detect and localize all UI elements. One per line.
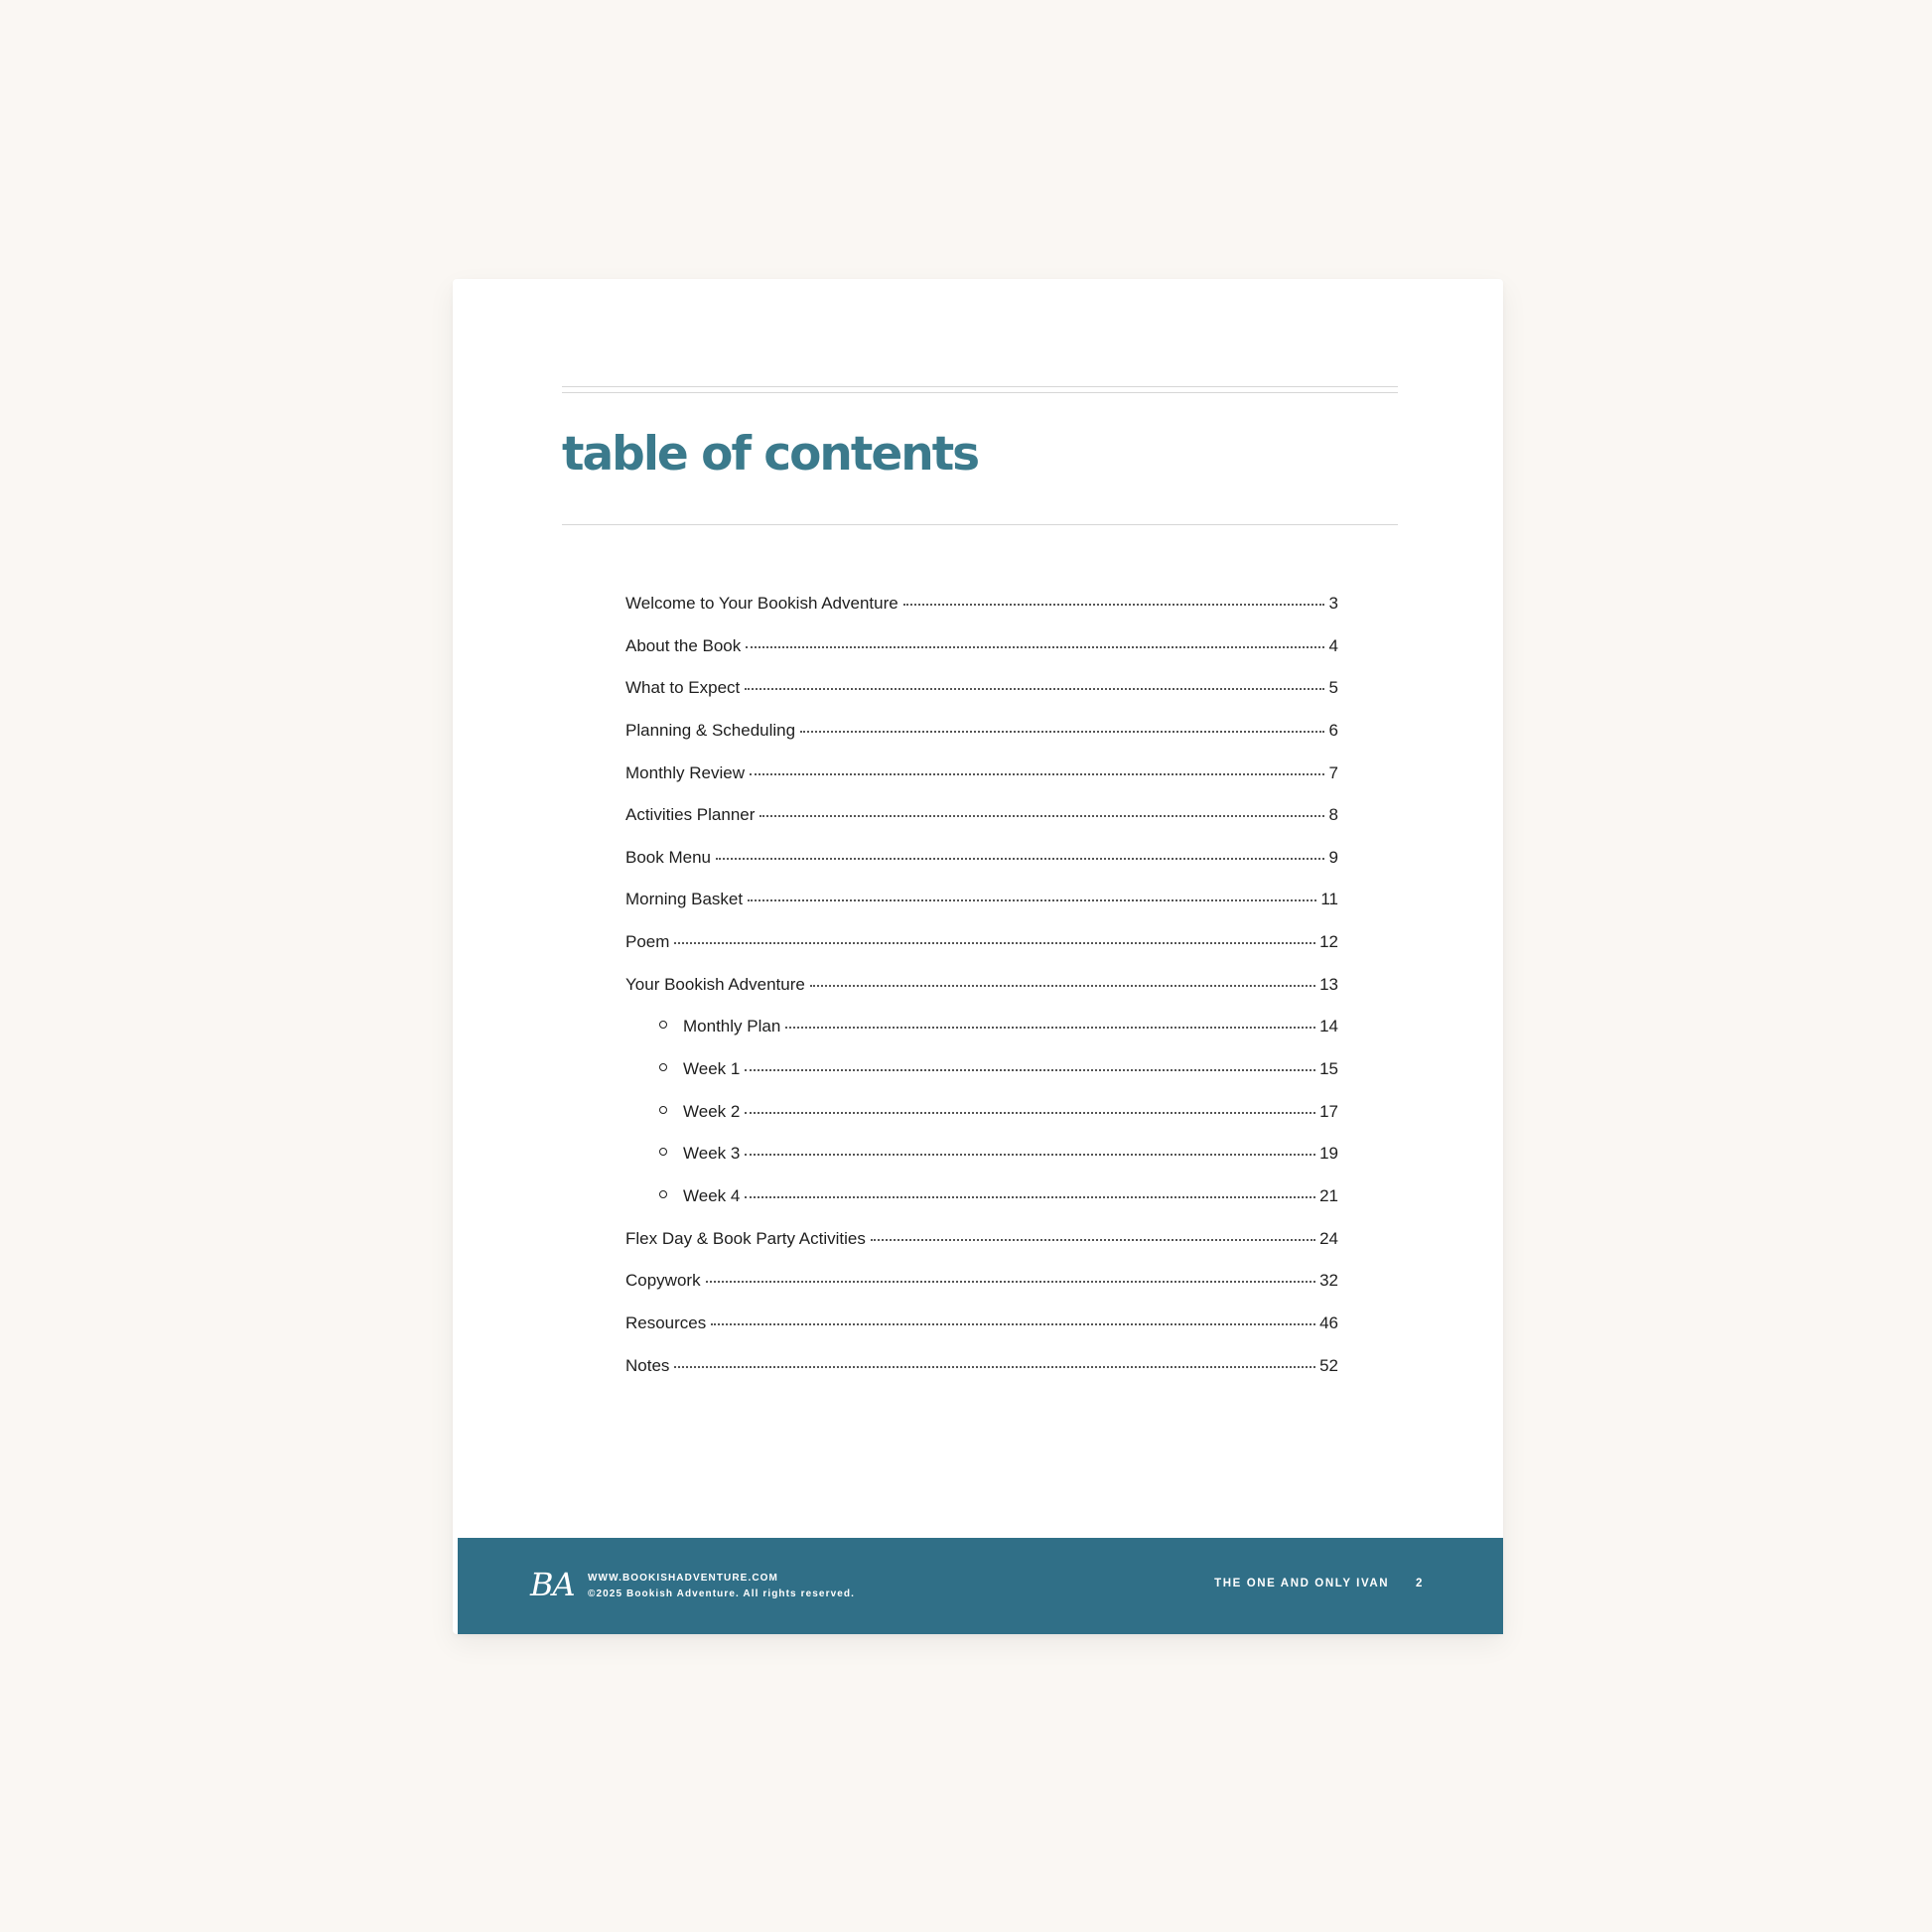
toc-entry-label: Book Menu [625, 847, 711, 867]
toc-entry-label: Copywork [625, 1271, 701, 1291]
dot-leader [711, 1323, 1315, 1325]
toc-entry[interactable] [625, 1229, 1338, 1272]
dot-leader [759, 815, 1324, 817]
dot-leader [746, 646, 1324, 648]
toc-entry[interactable] [625, 636, 1338, 679]
table-of-contents [625, 594, 1338, 1398]
dot-leader [674, 1366, 1315, 1368]
toc-entry-label: Notes [625, 1355, 670, 1375]
bullet-icon [659, 1148, 667, 1156]
page-title: table of contents [562, 427, 979, 482]
toc-entry[interactable] [625, 721, 1338, 763]
toc-entry-page: 15 [1319, 1059, 1338, 1079]
footer-book-info [1214, 1578, 1424, 1589]
toc-entry-page: 5 [1328, 678, 1338, 698]
toc-entry[interactable] [625, 763, 1338, 806]
toc-entry-page: 6 [1328, 720, 1338, 740]
toc-entry[interactable] [625, 932, 1338, 975]
footer-info [588, 1571, 855, 1602]
toc-entry-page: 46 [1319, 1312, 1338, 1332]
header-rule-top [562, 386, 1398, 387]
dot-leader [785, 1027, 1315, 1029]
toc-entry-page: 9 [1328, 847, 1338, 867]
document-page [453, 279, 1503, 1634]
toc-entry[interactable] [625, 848, 1338, 891]
toc-entry-label: Monthly Review [625, 762, 745, 782]
dot-leader [745, 1196, 1315, 1198]
dot-leader [706, 1281, 1315, 1283]
dot-leader [810, 985, 1315, 987]
toc-entry-label: About the Book [625, 635, 742, 655]
toc-entry[interactable] [625, 1186, 1338, 1229]
toc-entry-label: Activities Planner [625, 805, 756, 825]
toc-entry-page: 14 [1319, 1017, 1338, 1036]
toc-entry[interactable] [625, 1144, 1338, 1186]
toc-entry[interactable] [625, 975, 1338, 1018]
toc-entry-page: 4 [1328, 635, 1338, 655]
toc-entry[interactable] [625, 1271, 1338, 1313]
toc-entry-label: Welcome to Your Bookish Adventure [625, 594, 898, 613]
dot-leader [674, 942, 1315, 944]
website-link[interactable]: WWW.BOOKISHADVENTURE.COM [588, 1573, 778, 1584]
copyright-notice: ©2025 Bookish Adventure. All rights reserved. [588, 1588, 855, 1599]
bullet-icon [659, 1063, 667, 1071]
toc-entry-page: 12 [1319, 932, 1338, 952]
dot-leader [903, 604, 1324, 606]
dot-leader [745, 688, 1324, 690]
toc-entry[interactable] [625, 1313, 1338, 1356]
toc-entry-label: Week 3 [683, 1144, 741, 1164]
toc-entry-page: 11 [1320, 890, 1338, 909]
dot-leader [748, 899, 1316, 901]
toc-entry-label: Flex Day & Book Party Activities [625, 1228, 866, 1248]
dot-leader [871, 1239, 1315, 1241]
toc-entry-label: Poem [625, 932, 670, 952]
toc-entry-label: What to Expect [625, 678, 741, 698]
toc-entry-page: 24 [1319, 1228, 1338, 1248]
toc-entry[interactable] [625, 805, 1338, 848]
footer-band [458, 1538, 1503, 1634]
toc-entry-page: 19 [1319, 1144, 1338, 1164]
toc-entry-page: 13 [1319, 974, 1338, 994]
toc-entry-label: Week 1 [683, 1059, 741, 1079]
dot-leader [750, 773, 1324, 775]
toc-entry[interactable] [625, 1017, 1338, 1059]
toc-entry-page: 52 [1319, 1355, 1338, 1375]
toc-entry-label: Planning & Scheduling [625, 720, 796, 740]
toc-entry-label: Morning Basket [625, 890, 744, 909]
toc-entry[interactable] [625, 678, 1338, 721]
toc-entry-page: 7 [1328, 762, 1338, 782]
toc-entry[interactable] [625, 1356, 1338, 1399]
bullet-icon [659, 1190, 667, 1198]
toc-entry-label: Monthly Plan [683, 1017, 781, 1036]
toc-entry-page: 8 [1328, 805, 1338, 825]
toc-entry[interactable] [625, 594, 1338, 636]
dot-leader [745, 1112, 1315, 1114]
toc-entry-page: 32 [1319, 1271, 1338, 1291]
brand-logo: BA [530, 1566, 575, 1603]
toc-entry-page: 21 [1319, 1185, 1338, 1205]
bullet-icon [659, 1021, 667, 1029]
toc-entry-label: Week 2 [683, 1101, 741, 1121]
header-rule-second [562, 392, 1398, 393]
toc-entry-label: Resources [625, 1312, 707, 1332]
dot-leader [716, 858, 1324, 860]
bullet-icon [659, 1106, 667, 1114]
book-title: THE ONE AND ONLY IVAN [1214, 1578, 1390, 1589]
dot-leader [800, 731, 1324, 733]
toc-entry[interactable] [625, 1059, 1338, 1102]
page-number: 2 [1416, 1578, 1424, 1589]
toc-entry-page: 17 [1319, 1101, 1338, 1121]
toc-entry[interactable] [625, 1102, 1338, 1145]
title-divider [562, 524, 1398, 525]
toc-entry[interactable] [625, 890, 1338, 932]
toc-entry-page: 3 [1328, 594, 1338, 613]
dot-leader [745, 1069, 1315, 1071]
toc-entry-label: Your Bookish Adventure [625, 974, 805, 994]
toc-entry-label: Week 4 [683, 1185, 741, 1205]
dot-leader [745, 1154, 1315, 1156]
